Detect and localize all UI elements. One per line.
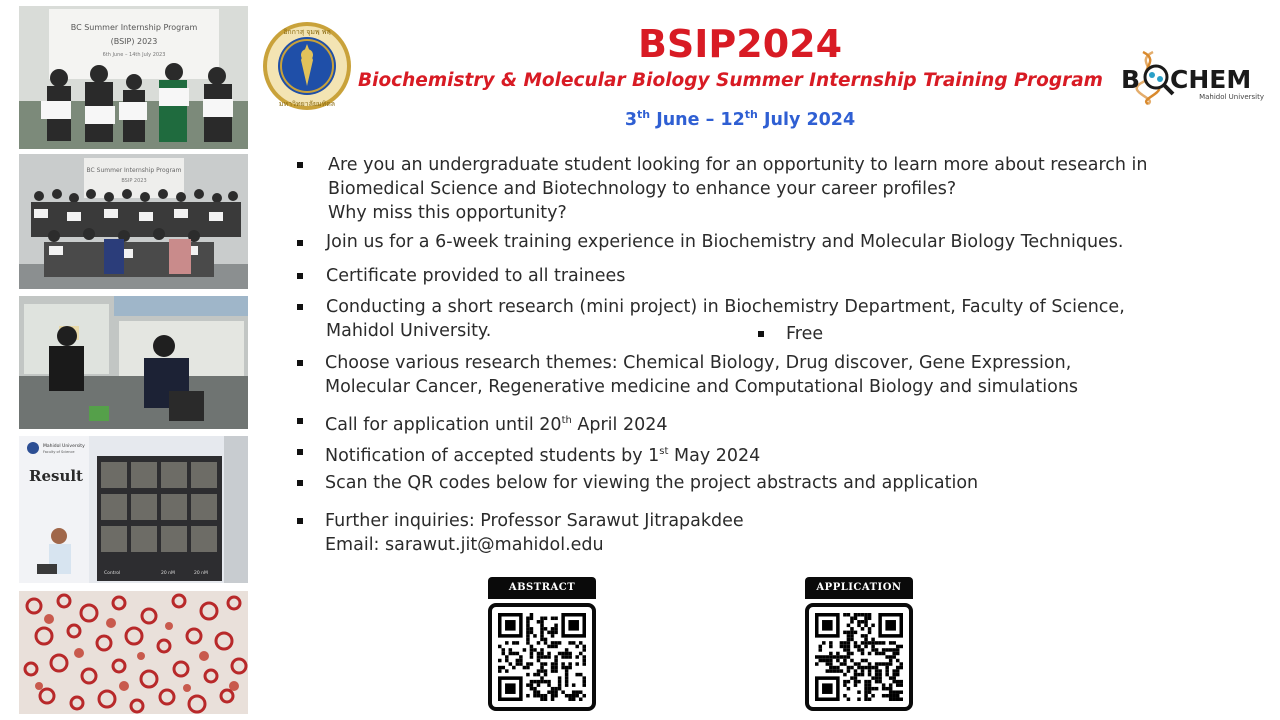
biochem-logo: [1118, 48, 1266, 106]
photo-group-seated: [19, 154, 248, 289]
slide-subheader: Faculty of Science: [43, 450, 75, 454]
university-seal-icon: [261, 20, 353, 112]
page-title: BSIP2024: [637, 22, 843, 66]
qr-abstract-frame: [488, 603, 596, 711]
qr-abstract[interactable]: [488, 577, 596, 711]
photo-banner-line2: BSIP 2023: [121, 178, 147, 184]
page-subtitle: Biochemistry & Molecular Biology Summer Internship Training Program: [358, 70, 1103, 91]
bullet-square-icon: [297, 273, 303, 279]
bullet-text-notification: Notification of accepted students by 1st May 2024: [325, 445, 761, 466]
slide-result-title: Result: [29, 467, 83, 485]
bullet-square-icon: [297, 449, 303, 455]
photo-banner-line1: BC Summer Internship Program: [86, 167, 182, 174]
photo-cells-microscopy: [19, 591, 248, 714]
bullet-text-certificate: Certificate provided to all trainees: [326, 266, 626, 286]
biochem-sub: Mahidol University: [1199, 93, 1264, 101]
bullet-text-deadline: Call for application until 20th April 2024: [325, 414, 668, 435]
seal-bottom-text: มหาวิทยาลัยมหิดล: [278, 100, 336, 108]
biochem-b: B: [1121, 65, 1141, 94]
bullet-square-icon: [297, 480, 303, 486]
qr-code-icon: [498, 613, 586, 701]
bullet-text-inquiries: Further inquiries: Professor Sarawut Jitrapakdee Email: sarawut.jit@mahidol.edu: [325, 511, 744, 555]
bullet-square-icon: [297, 304, 303, 310]
bullet-text-scan: Scan the QR codes below for viewing the project abstracts and application: [325, 473, 979, 493]
bullet-text-free: Free: [786, 324, 824, 344]
dna-magnifier-icon: [1118, 48, 1266, 106]
bullet-square-icon: [297, 240, 303, 246]
bullet-text-research: Conducting a short research (mini project) in Biochemistry Department, Faculty of Science, Mahidol University.: [326, 297, 1125, 341]
qr-code-icon: [815, 613, 903, 701]
slide-header: Mahidol University: [43, 444, 85, 449]
photo-results-slide: [19, 436, 248, 583]
program-dates: 3th June – 12th July 2024: [624, 108, 856, 130]
slide-label-control: Control: [104, 571, 121, 576]
seal-top-text: อิกกาสุ จุมพฺ พลฺ: [283, 28, 331, 36]
photo-group-certificates: [19, 6, 248, 149]
bullet-text-intro: Are you an undergraduate student looking for an opportunity to learn more about research in Biomedical Science and Biotechnology to enhance your career profiles? Why miss this opportunity?: [328, 155, 1148, 223]
bullet-square-icon: [297, 518, 303, 524]
biochem-rest: CHEM: [1170, 65, 1252, 94]
photo-banner-line3: 6th June – 14th July 2023: [102, 52, 166, 58]
photo-banner-line1: BC Summer Internship Program: [70, 23, 198, 32]
mahidol-seal-logo: [261, 20, 353, 112]
bullet-square-icon: [297, 162, 303, 168]
qr-abstract-label: ABSTRACT: [488, 577, 596, 599]
qr-application[interactable]: [805, 577, 913, 711]
bullet-square-icon: [758, 331, 764, 337]
bullet-text-training: Join us for a 6-week training experience in Biochemistry and Molecular Biology Techniques.: [326, 232, 1124, 252]
bullet-square-icon: [297, 360, 303, 366]
qr-application-frame: [805, 603, 913, 711]
slide-label-b: 20 nM: [194, 571, 208, 576]
bullet-text-themes: Choose various research themes: Chemical Biology, Drug discover, Gene Expression, Molecular Cancer, Regenerative medicine and Computational Biology and simulations: [325, 353, 1079, 397]
photo-lab-hoods: [19, 296, 248, 429]
bullet-square-icon: [297, 418, 303, 424]
slide-label-a: 20 nM: [161, 571, 175, 576]
qr-application-label: APPLICATION: [805, 577, 913, 599]
photo-banner-line2: (BSIP) 2023: [110, 37, 158, 46]
